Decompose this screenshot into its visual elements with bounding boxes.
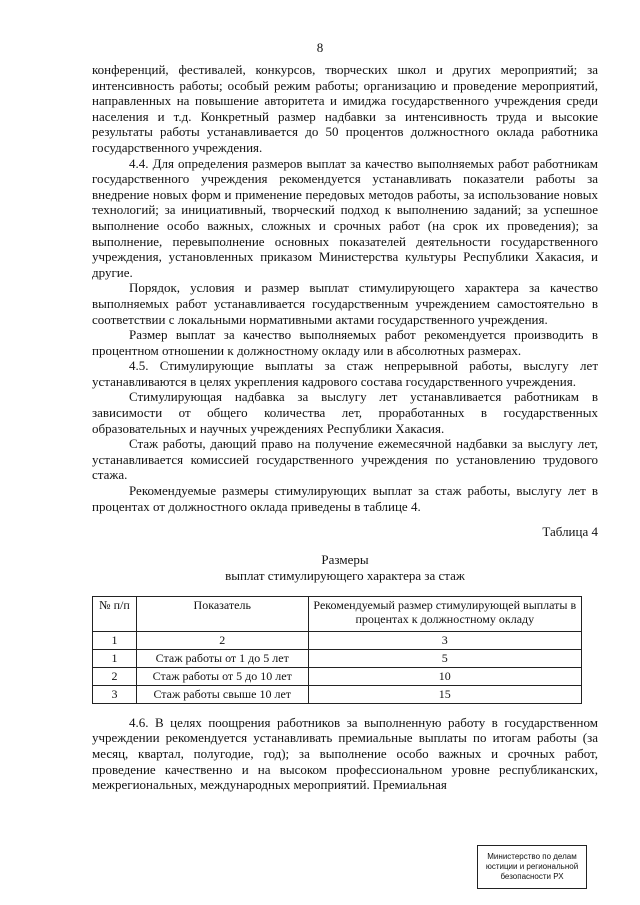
cell-size: 15 xyxy=(308,685,581,703)
table-title-line: выплат стимулирующего характера за стаж xyxy=(225,567,465,583)
paragraphs-before-table xyxy=(92,62,598,514)
paragraph: Порядок, условия и размер выплат стимулирующего характера за качество выполняемых работ устанавливается государственным учреждением самостоятельно в соответствии с локальными нормативными актами государственного учреждения. xyxy=(92,280,598,327)
stamp-line: Министерство по делам xyxy=(487,852,577,861)
table-row xyxy=(93,685,582,703)
page-number: 8 xyxy=(316,40,324,55)
table-title-line: Размеры xyxy=(321,551,369,567)
paragraph: Стаж работы, дающий право на получение ежемесячной надбавки за выслугу лет, устанавливается комиссией государственного учреждения по установлению трудового стажа. xyxy=(92,436,598,483)
stazh-table xyxy=(92,596,582,704)
cell-indicator: Стаж работы свыше 10 лет xyxy=(136,685,308,703)
table-row xyxy=(93,649,582,667)
paragraph-4-5: 4.5. Стимулирующие выплаты за стаж непрерывной работы, выслугу лет устанавливаются в целях укрепления кадрового состава государственного учреждения. xyxy=(92,358,598,389)
table-title xyxy=(92,552,598,584)
stamp-line: безопасности РХ xyxy=(500,872,564,881)
table-header-row xyxy=(93,596,582,631)
paragraph: Рекомендуемые размеры стимулирующих выплат за стаж работы, выслугу лет в процентах от должностного оклада приведены в таблице 4. xyxy=(92,483,598,514)
cell-size: 10 xyxy=(308,667,581,685)
cell-num: 2 xyxy=(93,667,137,685)
paragraph: Размер выплат за качество выполняемых работ рекомендуется производить в процентном отношении к должностному окладу или в абсолютных размерах. xyxy=(92,327,598,358)
document-body xyxy=(92,62,598,793)
stamp-line: юстиции и региональной xyxy=(485,862,579,871)
cell-num: 3 xyxy=(93,685,137,703)
cell-indicator: Стаж работы от 1 до 5 лет xyxy=(136,649,308,667)
table-row xyxy=(93,631,582,649)
header-indicator: Показатель xyxy=(136,596,308,631)
ministry-stamp xyxy=(477,845,587,889)
paragraph-4-6: 4.6. В целях поощрения работников за выполненную работу в государственном учреждении рекомендуется устанавливать премиальные выплаты по итогам работы (за месяц, квартал, полугодие, год); за выполнение особо важных и срочных работ, проведение качественно и на высоком профессиональном уровне республиканских, межрегиональных, международных мероприятий. Премиальная xyxy=(92,714,598,793)
header-size: Рекомендуемый размер стимулирующей выплаты в процентах к должностному окладу xyxy=(308,596,581,631)
paragraph-4-4: 4.4. Для определения размеров выплат за качество выполняемых работ работникам государственного учреждения рекомендуется устанавливать показатели работы за внедрение новых форм и применение передовых методов работы, за использование новых технологий; за инициативный, творческий подход к выполнению заданий; за успешное выполнение особо важных, сложных и срочных работ (на срок их проведения); за выполнение, перевыполнение основных показателей деятельности государственного учреждения, установленных приказом Министерства культуры Республики Хакасия, и другие. xyxy=(92,155,598,280)
paragraph: конференций, фестивалей, конкурсов, творческих школ и других мероприятий; за интенсивность работы; особый режим работы; организацию и проведение мероприятий, направленных на повышение авторитета и имиджа государственного учреждения среди населения и т.д. Конкретный размер надбавки за интенсивность труда и высокие результаты работы устанавливается до 50 процентов должностного оклада работника государственного учреждения. xyxy=(92,62,598,155)
table-row xyxy=(93,667,582,685)
cell-size: 5 xyxy=(308,649,581,667)
cell-indicator: Стаж работы от 5 до 10 лет xyxy=(136,667,308,685)
cell-indicator: 2 xyxy=(136,631,308,649)
paragraphs-after-table xyxy=(92,715,598,793)
paragraph: Стимулирующая надбавка за выслугу лет устанавливается работникам в зависимости от общего количества лет, проработанных в государственных образовательных и научных учреждениях Республики Хакасия. xyxy=(92,389,598,436)
cell-num: 1 xyxy=(93,631,137,649)
table-label: Таблица 4 xyxy=(542,524,598,540)
cell-size: 3 xyxy=(308,631,581,649)
header-num: № п/п xyxy=(93,596,137,631)
cell-num: 1 xyxy=(93,649,137,667)
